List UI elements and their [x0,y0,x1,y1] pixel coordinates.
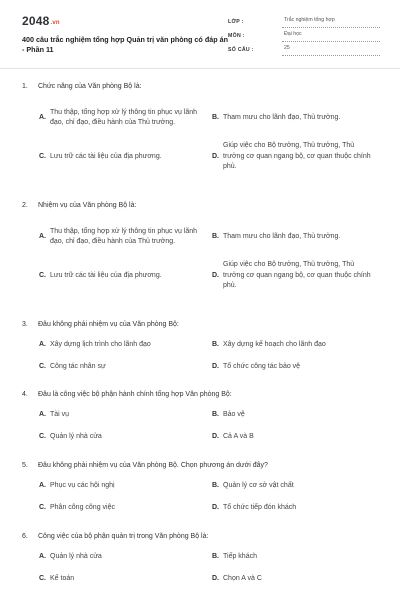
question-label: Đâu không phải nhiệm vụ của Văn phòng Bộ. Chọn phương án dưới đây? [38,462,268,469]
option-text: Lưu trữ các tài liệu của địa phương. [50,271,162,279]
option-letter: B. [212,232,219,240]
option-text: Xây dựng kế hoạch cho lãnh đạo [223,341,326,349]
option-a[interactable] [39,218,212,256]
question-text [22,532,380,542]
option-letter: C. [39,152,46,160]
option-text: Xây dựng lịch trình cho lãnh đạo [50,341,151,349]
option-d[interactable] [212,432,384,443]
option-letter: D. [212,363,219,371]
option-text: Tổ chức công tác bảo vệ [223,363,301,371]
option-text: Quản lý nhà cửa [50,433,102,441]
question-5 [22,461,380,514]
question-label: Nhiệm vụ của Văn phòng Bộ là: [38,202,137,209]
option-c[interactable] [39,432,212,443]
option-letter: B. [212,482,219,490]
option-d[interactable] [212,256,384,296]
option-text: Phân công công việc [50,504,115,512]
question-number: 4. [22,391,28,398]
option-b[interactable] [212,552,384,563]
meta-value: Đại học [282,31,380,42]
options-grid [39,99,380,177]
question-text [22,320,380,330]
question-label: Chức năng của Văn phòng Bộ là: [38,83,142,90]
option-text: Kế toán [50,575,75,583]
meta-value: 25 [282,45,380,56]
meta-row-subject [228,28,380,42]
question-6 [22,532,380,585]
option-c[interactable] [39,137,212,177]
question-2 [22,201,380,296]
option-letter: D. [212,152,219,160]
question-number: 3. [22,321,28,328]
option-letter: B. [212,113,219,121]
option-text: Tham mưu cho lãnh đạo, Thủ trưởng. [223,113,341,121]
option-c[interactable] [39,362,212,373]
option-text: Thu thập, tổng hợp xử lý thông tin phục vụ lãnh đạo, chỉ đạo, điều hành của Thủ trưởng. [50,108,198,126]
option-text: Tài vụ [50,411,70,419]
question-number: 5. [22,462,28,469]
option-d[interactable] [212,574,384,585]
options-grid [39,481,380,514]
option-text: Tổ chức tiếp đón khách [223,504,297,512]
options-grid [39,340,380,373]
option-text: Quản lý cơ sở vật chất [223,482,294,490]
option-letter: A. [39,553,46,561]
option-text: Phục vụ các hội nghị [50,482,115,490]
option-letter: C. [39,433,46,441]
quiz-meta [228,14,380,56]
question-text [22,82,380,92]
meta-row-class [228,14,380,28]
header-divider [0,68,400,69]
option-c[interactable] [39,503,212,514]
meta-label: LỚP : [228,19,244,25]
option-letter: D. [212,271,219,279]
option-d[interactable] [212,362,384,373]
question-label: Công việc của bộ phận quản trị trong Văn phòng Bộ là: [38,533,209,540]
option-d[interactable] [212,503,384,514]
option-letter: B. [212,341,219,349]
option-text: Quản lý nhà cửa [50,553,102,561]
options-grid [39,218,380,296]
meta-value: Trắc nghiệm tổng hợp [282,17,380,28]
question-number: 2. [22,202,28,209]
option-letter: A. [39,232,46,240]
option-letter: C. [39,575,46,583]
option-c[interactable] [39,574,212,585]
option-a[interactable] [39,481,212,492]
page-header [0,0,400,62]
option-text: Giúp việc cho Bộ trưởng, Thủ trưởng, Thủ trưởng cơ quan ngang bộ, cơ quan thuộc chính phủ. [223,142,371,171]
option-text: Bảo vệ [223,411,245,419]
meta-label: MÔN : [228,33,245,39]
options-grid [39,410,380,443]
logo-suffix: .vn [50,20,60,26]
option-letter: C. [39,504,46,512]
meta-row-count [228,42,380,56]
question-text [22,390,380,400]
options-grid [39,552,380,585]
option-b[interactable] [212,340,384,351]
option-a[interactable] [39,410,212,421]
question-4 [22,390,380,443]
option-letter: C. [39,271,46,279]
option-c[interactable] [39,256,212,296]
option-text: Lưu trữ các tài liệu của địa phương. [50,152,162,160]
option-text: Cả A và B [223,433,254,441]
option-letter: A. [39,113,46,121]
meta-label: SỐ CÂU : [228,47,254,53]
option-text: Công tác nhân sự [50,363,106,371]
option-letter: D. [212,504,219,512]
question-number: 1. [22,83,28,90]
option-text: Thu thập, tổng hợp xử lý thông tin phục vụ lãnh đạo, chỉ đạo, điều hành của Thủ trưởng. [50,227,198,245]
logo-main: 2048 [22,14,50,28]
option-letter: D. [212,575,219,583]
question-1 [22,82,380,177]
option-letter: D. [212,433,219,441]
option-text: Tham mưu cho lãnh đạo, Thủ trưởng. [223,232,341,240]
option-a[interactable] [39,340,212,351]
option-text: Chọn A và C [223,575,262,583]
option-a[interactable] [39,99,212,137]
option-a[interactable] [39,552,212,563]
question-label: Đâu là công việc bộ phận hành chính tổng hợp Văn phòng Bộ: [38,391,232,398]
option-letter: B. [212,553,219,561]
option-letter: A. [39,482,46,490]
question-number: 6. [22,533,28,540]
question-label: Đâu không phải nhiệm vụ của Văn phòng Bộ: [38,321,179,328]
option-text: Giúp việc cho Bộ trưởng, Thủ trưởng, Thủ trưởng cơ quan ngang bộ, cơ quan thuộc chính phủ. [223,261,371,290]
option-b[interactable] [212,410,384,421]
option-b[interactable] [212,481,384,492]
page-title: 400 câu trắc nghiệm tổng hợp Quản trị văn phòng có đáp án - Phần 11 [22,35,228,54]
option-letter: B. [212,411,219,419]
question-3 [22,320,380,373]
option-letter: C. [39,363,46,371]
option-letter: A. [39,341,46,349]
question-text [22,461,380,471]
option-letter: A. [39,411,46,419]
option-text: Tiếp khách [223,553,257,561]
question-text [22,201,380,211]
option-b[interactable] [212,99,384,137]
option-b[interactable] [212,218,384,256]
option-d[interactable] [212,137,384,177]
